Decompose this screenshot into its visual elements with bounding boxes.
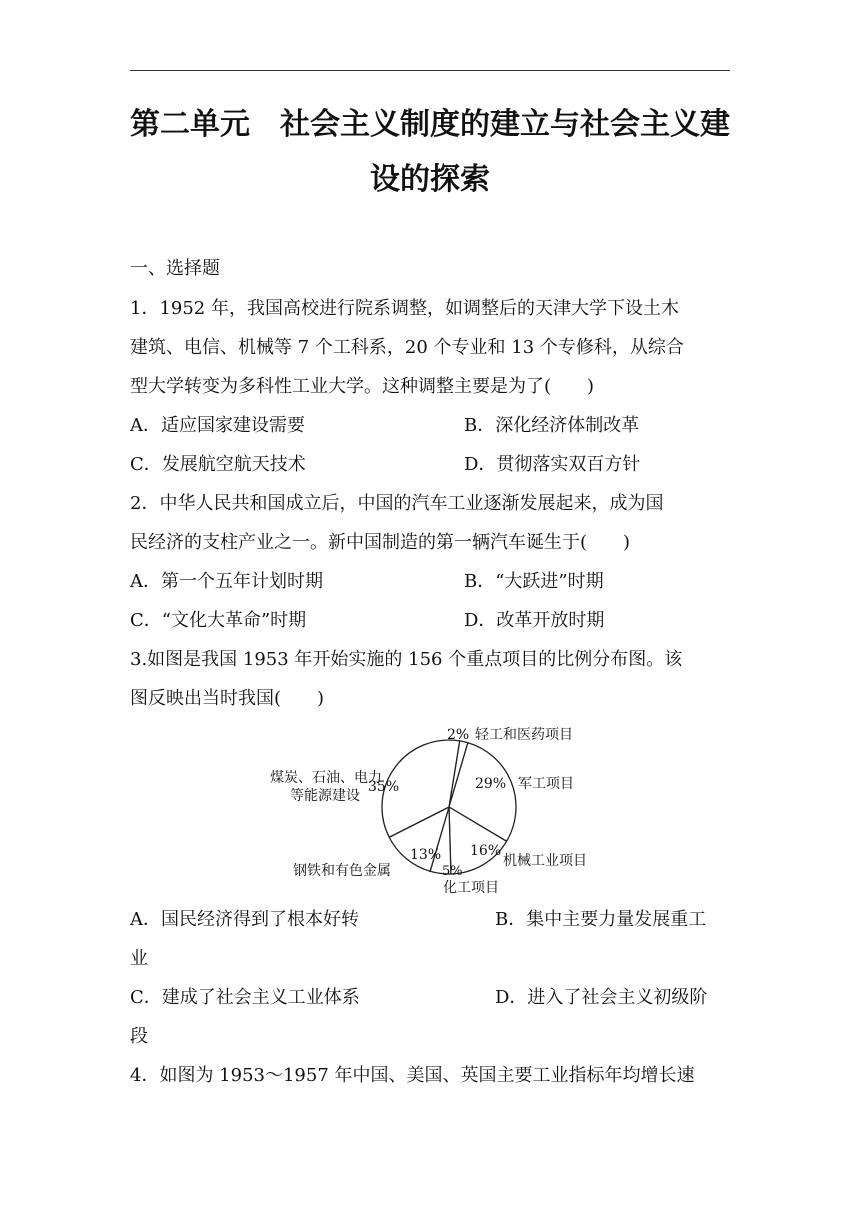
q1-option-a[interactable]: A．适应国家建设需要 bbox=[130, 415, 305, 436]
pie-slice-label: 等能源建设 bbox=[290, 788, 360, 804]
pie-percent-label: 13% bbox=[410, 847, 442, 863]
pie-percent-label: 16% bbox=[470, 843, 502, 859]
pie-chart bbox=[265, 722, 615, 897]
q3-option-d-continued: 段 bbox=[130, 1026, 148, 1047]
q2-option-d[interactable]: D．改革开放时期 bbox=[464, 610, 605, 631]
page-title-line-1: 第二单元 社会主义制度的建立与社会主义建 bbox=[130, 107, 730, 142]
q1-text-line: 型大学转变为多科性工业大学。这种调整主要是为了( ) bbox=[130, 376, 595, 397]
q2-text-line: 2．中华人民共和国成立后，中国的汽车工业逐渐发展起来，成为国 bbox=[130, 493, 664, 514]
q1-option-c[interactable]: C．发展航空航天技术 bbox=[130, 454, 306, 475]
q3-option-a[interactable]: A．国民经济得到了根本好转 bbox=[130, 909, 359, 930]
page-title-line-2: 设的探索 bbox=[370, 162, 490, 197]
pie-percent-label: 2% bbox=[447, 727, 470, 743]
pie-slice-label: 轻工和医药项目 bbox=[475, 727, 573, 743]
q3-option-b-continued: 业 bbox=[130, 948, 148, 969]
pie-percent-label: 35% bbox=[368, 779, 400, 795]
pie-slice-label: 机械工业项目 bbox=[503, 853, 587, 869]
q1-text-line: 建筑、电信、机械等 7 个工科系，20 个专业和 13 个专修科，从综合 bbox=[130, 337, 684, 358]
q2-option-a[interactable]: A．第一个五年计划时期 bbox=[130, 571, 323, 592]
q3-option-b[interactable]: B．集中主要力量发展重工 bbox=[495, 909, 707, 930]
q3-option-d[interactable]: D．进入了社会主义初级阶 bbox=[495, 987, 708, 1008]
q2-option-c[interactable]: C．“文化大革命”时期 bbox=[130, 610, 307, 631]
pie-slice-label: 钢铁和有色金属 bbox=[293, 863, 391, 879]
q3-option-c[interactable]: C．建成了社会主义工业体系 bbox=[130, 987, 360, 1008]
q1-text-line: 1．1952 年，我国高校进行院系调整，如调整后的天津大学下设土木 bbox=[130, 298, 679, 319]
q3-text-line: 3.如图是我国 1953 年开始实施的 156 个重点项目的比例分布图。该 bbox=[130, 649, 683, 670]
q3-text-line: 图反映出当时我国( ) bbox=[130, 688, 325, 709]
pie-percent-label: 29% bbox=[475, 776, 507, 792]
pie-slice-label: 军工项目 bbox=[518, 776, 574, 792]
pie-slice-label: 化工项目 bbox=[443, 880, 499, 896]
q1-option-b[interactable]: B．深化经济体制改革 bbox=[464, 415, 640, 436]
q2-text-line: 民经济的支柱产业之一。新中国制造的第一辆汽车诞生于( ) bbox=[130, 532, 631, 553]
q2-option-b[interactable]: B．“大跃进”时期 bbox=[464, 571, 604, 592]
q1-option-d[interactable]: D．贯彻落实双百方针 bbox=[464, 454, 641, 475]
section-heading: 一、选择题 bbox=[130, 258, 220, 279]
q4-text-line: 4．如图为 1953～1957 年中国、美国、英国主要工业指标年均增长速 bbox=[130, 1065, 695, 1086]
pie-percent-label: 5% bbox=[442, 864, 463, 879]
header-rule bbox=[130, 70, 730, 71]
pie-slice-label: 煤炭、石油、电力 bbox=[270, 770, 382, 786]
